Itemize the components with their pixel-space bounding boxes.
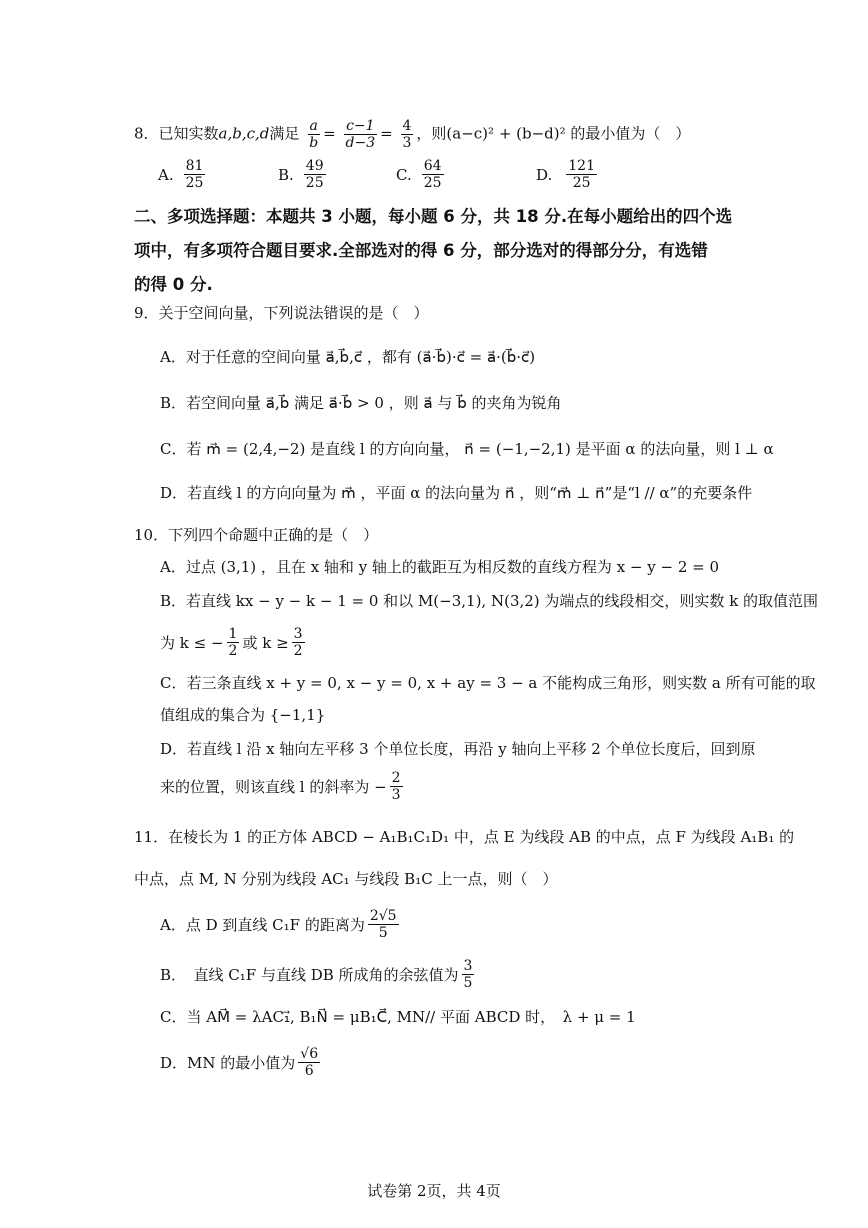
q8-option-b [278, 158, 329, 191]
q10-stem: 10．下列四个命题中正确的是（ ） [134, 526, 379, 544]
frac-den: b [309, 135, 319, 151]
q11-stem-line1: 11．在棱长为 1 的正方体 ABCD − A₁B₁C₁D₁ 中，点 E 为线段 AB 的中点，点 F 为线段 A₁B₁ 的 [134, 828, 795, 846]
q11-option-a [160, 908, 402, 941]
q10-option-b-line1: B．若直线 kx − y − k − 1 = 0 和以 M(−3,1), N(3,2) 为端点的线段相交，则实数 k 的取值范围 [160, 592, 819, 610]
frac [368, 908, 399, 941]
q8-option-a [158, 158, 208, 191]
q9-stem: 9．关于空间向量，下列说法错误的是（ ） [134, 304, 429, 322]
page-footer: 试卷第 2页，共 4页 [367, 1182, 501, 1200]
q10-option-c-line1: C．若三条直线 x + y = 0, x − y = 0, x + ay = 3 − a 不能构成三角形，则实数 a 所有可能的取 [160, 674, 816, 692]
frac-num: 49 [305, 158, 324, 174]
section2-line1: 二、多项选择题：本题共 3 小题，每小题 6 分，共 18 分.在每小题给出的四个选 [134, 207, 733, 226]
q8-options [158, 158, 778, 194]
frac-den: 2 [228, 643, 238, 659]
frac-num: 3 [293, 626, 303, 642]
q10-option-d-line2 [160, 770, 406, 803]
text: 来的位置，则该直线 l 的斜率为 − [160, 777, 387, 796]
frac-num: 121 [568, 158, 595, 174]
q10-option-a: A．过点 (3,1) ，且在 x 轴和 y 轴上的截距互为相反数的直线方程为 x − y − 2 = 0 [160, 558, 720, 576]
option-frac [184, 158, 206, 191]
frac-den: 6 [304, 1063, 314, 1079]
frac-den: 25 [423, 175, 442, 191]
frac-num: 81 [185, 158, 204, 174]
q11-option-d [160, 1046, 323, 1079]
section2-line2: 项中，有多项符合题目要求.全部选对的得 6 分，部分选对的得部分分，有选错 [134, 241, 708, 260]
frac-num: 2√5 [369, 908, 397, 924]
frac [390, 770, 403, 803]
q8-vars: a,b,c,d [218, 124, 270, 143]
q8-frac2 [344, 118, 378, 151]
frac-num: √6 [300, 1046, 319, 1062]
q8-option-d [536, 158, 600, 191]
frac-num: 4 [402, 118, 412, 134]
q10-option-c-line2: 值组成的集合为 {−1,1} [160, 706, 326, 724]
q8-text-mid: 满足 [269, 124, 300, 143]
q9-option-a: A．对于任意的空间向量 a⃗,b⃗,c⃗ ，都有 (a⃗·b⃗)·c⃗ = a⃗·(b⃗·c⃗) [160, 348, 536, 366]
frac [462, 958, 475, 991]
option-label: A. [158, 165, 174, 184]
section2-line3: 的得 0 分. [134, 275, 213, 294]
frac-num: 3 [463, 958, 473, 974]
text: A．点 D 到直线 C₁F 的距离为 [160, 915, 365, 934]
q10-option-b-line2 [160, 626, 308, 659]
q9-option-b: B．若空间向量 a⃗,b⃗ 满足 a⃗·b⃗ > 0 ，则 a⃗ 与 b⃗ 的夹角为锐角 [160, 394, 562, 412]
option-label: D. [536, 165, 553, 184]
frac [227, 626, 240, 659]
frac-num: a [309, 118, 318, 134]
option-frac [566, 158, 597, 191]
q8-text-after: ，则(a−c)² + (b−d)² 的最小值为（ ） [416, 124, 691, 143]
q8-frac3 [401, 118, 414, 151]
q8-text: 8．已知实数 [134, 124, 219, 143]
q11-stem-line2: 中点，点 M, N 分别为线段 AC₁ 与线段 B₁C 上一点，则（ ） [134, 870, 558, 888]
frac-num: 1 [228, 626, 238, 642]
frac-den: 5 [463, 975, 473, 991]
text: D．MN 的最小值为 [160, 1053, 296, 1072]
option-frac [304, 158, 326, 191]
frac-den: 2 [293, 643, 303, 659]
option-frac [422, 158, 444, 191]
equals: = [323, 124, 336, 143]
option-label: B. [278, 165, 294, 184]
equals: = [380, 124, 393, 143]
frac-den: 5 [378, 925, 388, 941]
frac [298, 1046, 320, 1079]
frac-den: 3 [402, 135, 412, 151]
frac-den: 25 [185, 175, 204, 191]
frac-den: 3 [391, 787, 401, 803]
frac-num: c−1 [346, 118, 375, 134]
frac-den: 25 [572, 175, 591, 191]
q8-frac1 [307, 118, 320, 151]
q9-option-d: D．若直线 l 的方向向量为 m⃗ ，平面 α 的法向量为 n⃗ ，则“m⃗ ⊥ n⃗”是“l // α”的充要条件 [160, 484, 753, 502]
q11-option-b [160, 958, 477, 991]
q9-option-c: C．若 m⃗ = (2,4,−2) 是直线 l 的方向向量， n⃗ = (−1,−2,1) 是平面 α 的法向量，则 l ⊥ α [160, 440, 774, 458]
frac-num: 2 [391, 770, 401, 786]
q10-option-d-line1: D．若直线 l 沿 x 轴向左平移 3 个单位长度，再沿 y 轴向上平移 2 个单位长度后，回到原 [160, 740, 756, 758]
frac [292, 626, 305, 659]
option-label: C. [396, 165, 412, 184]
text: 或 k ≥ [242, 633, 289, 652]
frac-den: d−3 [345, 135, 376, 151]
frac-num: 64 [423, 158, 442, 174]
q8-stem [134, 118, 690, 151]
text: B． 直线 C₁F 与直线 DB 所成角的余弦值为 [160, 965, 459, 984]
frac-den: 25 [305, 175, 324, 191]
q11-option-c: C．当 AM⃗ = λAC₁⃗, B₁N⃗ = μB₁C⃗, MN// 平面 ABCD 时， λ + μ = 1 [160, 1008, 636, 1026]
q8-option-c [396, 158, 447, 191]
text: 为 k ≤ − [160, 633, 224, 652]
